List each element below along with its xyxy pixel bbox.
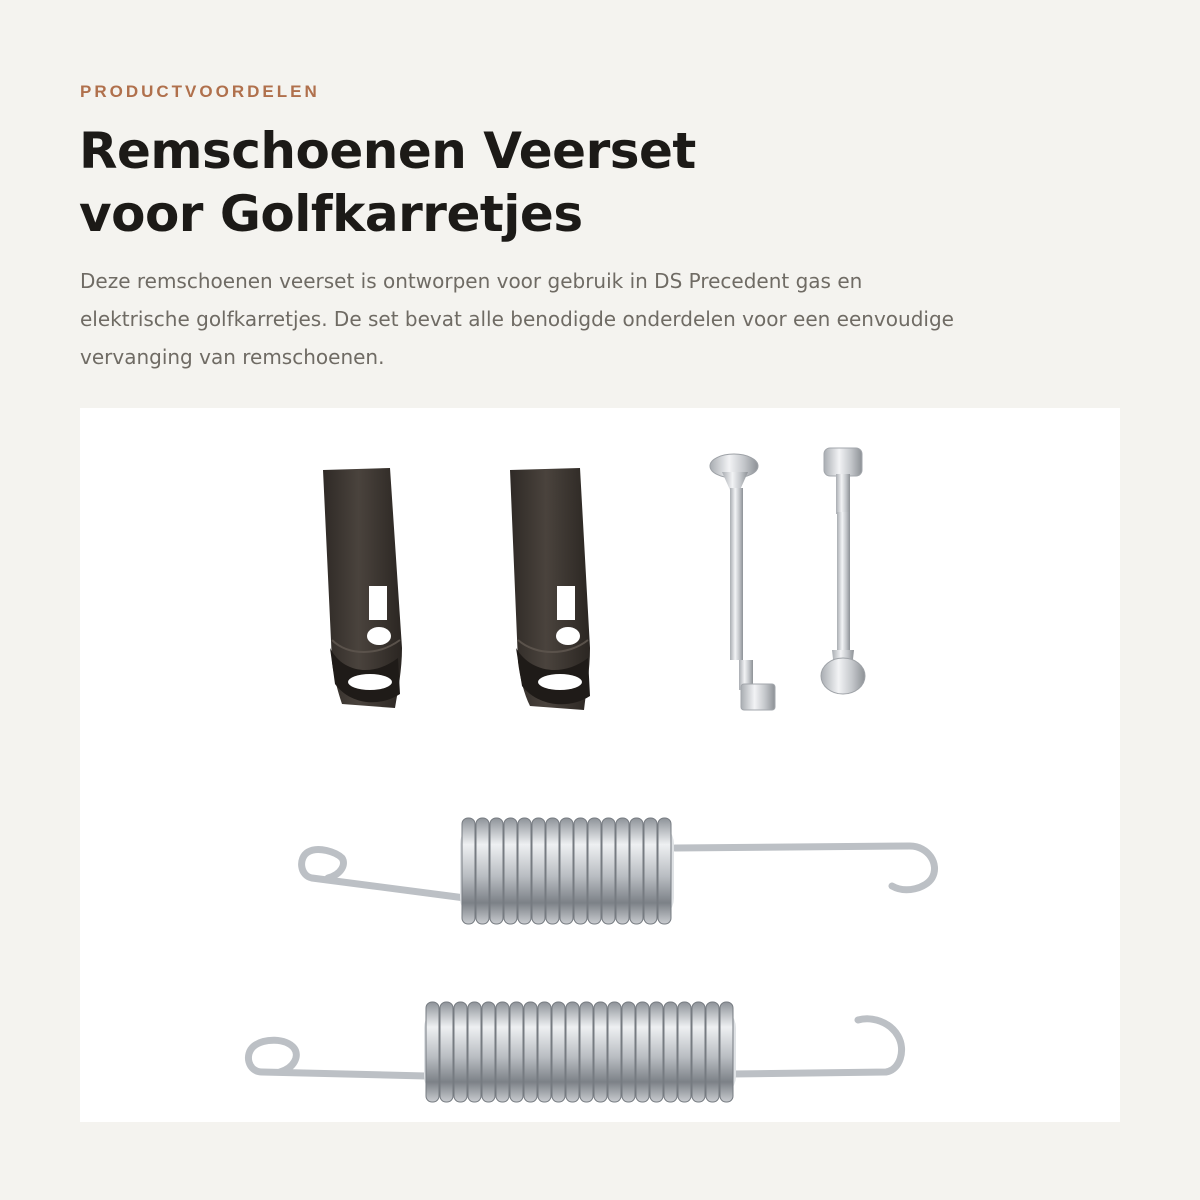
brake-clip-icon (510, 468, 590, 710)
pin-icon (821, 448, 865, 694)
description-line-2: elektrische golfkarretjes. De set bevat alle benodigde onderdelen voor een eenvoudige (80, 307, 954, 331)
pin-icon (710, 454, 775, 710)
product-illustration (80, 408, 1120, 1122)
section-eyebrow: PRODUCTVOORDELEN (80, 82, 320, 101)
description-line-1: Deze remschoenen veerset is ontworpen voor gebruik in DS Precedent gas en (80, 269, 863, 293)
spring-icon (302, 818, 935, 924)
product-image (80, 408, 1120, 1122)
product-description (80, 262, 1120, 376)
description-line-3: vervanging van remschoenen. (80, 345, 385, 369)
page-title-line-1: Remschoenen Veerset (79, 122, 696, 180)
page-title-line-2: voor Golfkarretjes (79, 185, 583, 243)
spring-icon (248, 1002, 901, 1102)
brake-clip-icon (323, 468, 402, 708)
page-title (79, 120, 696, 246)
